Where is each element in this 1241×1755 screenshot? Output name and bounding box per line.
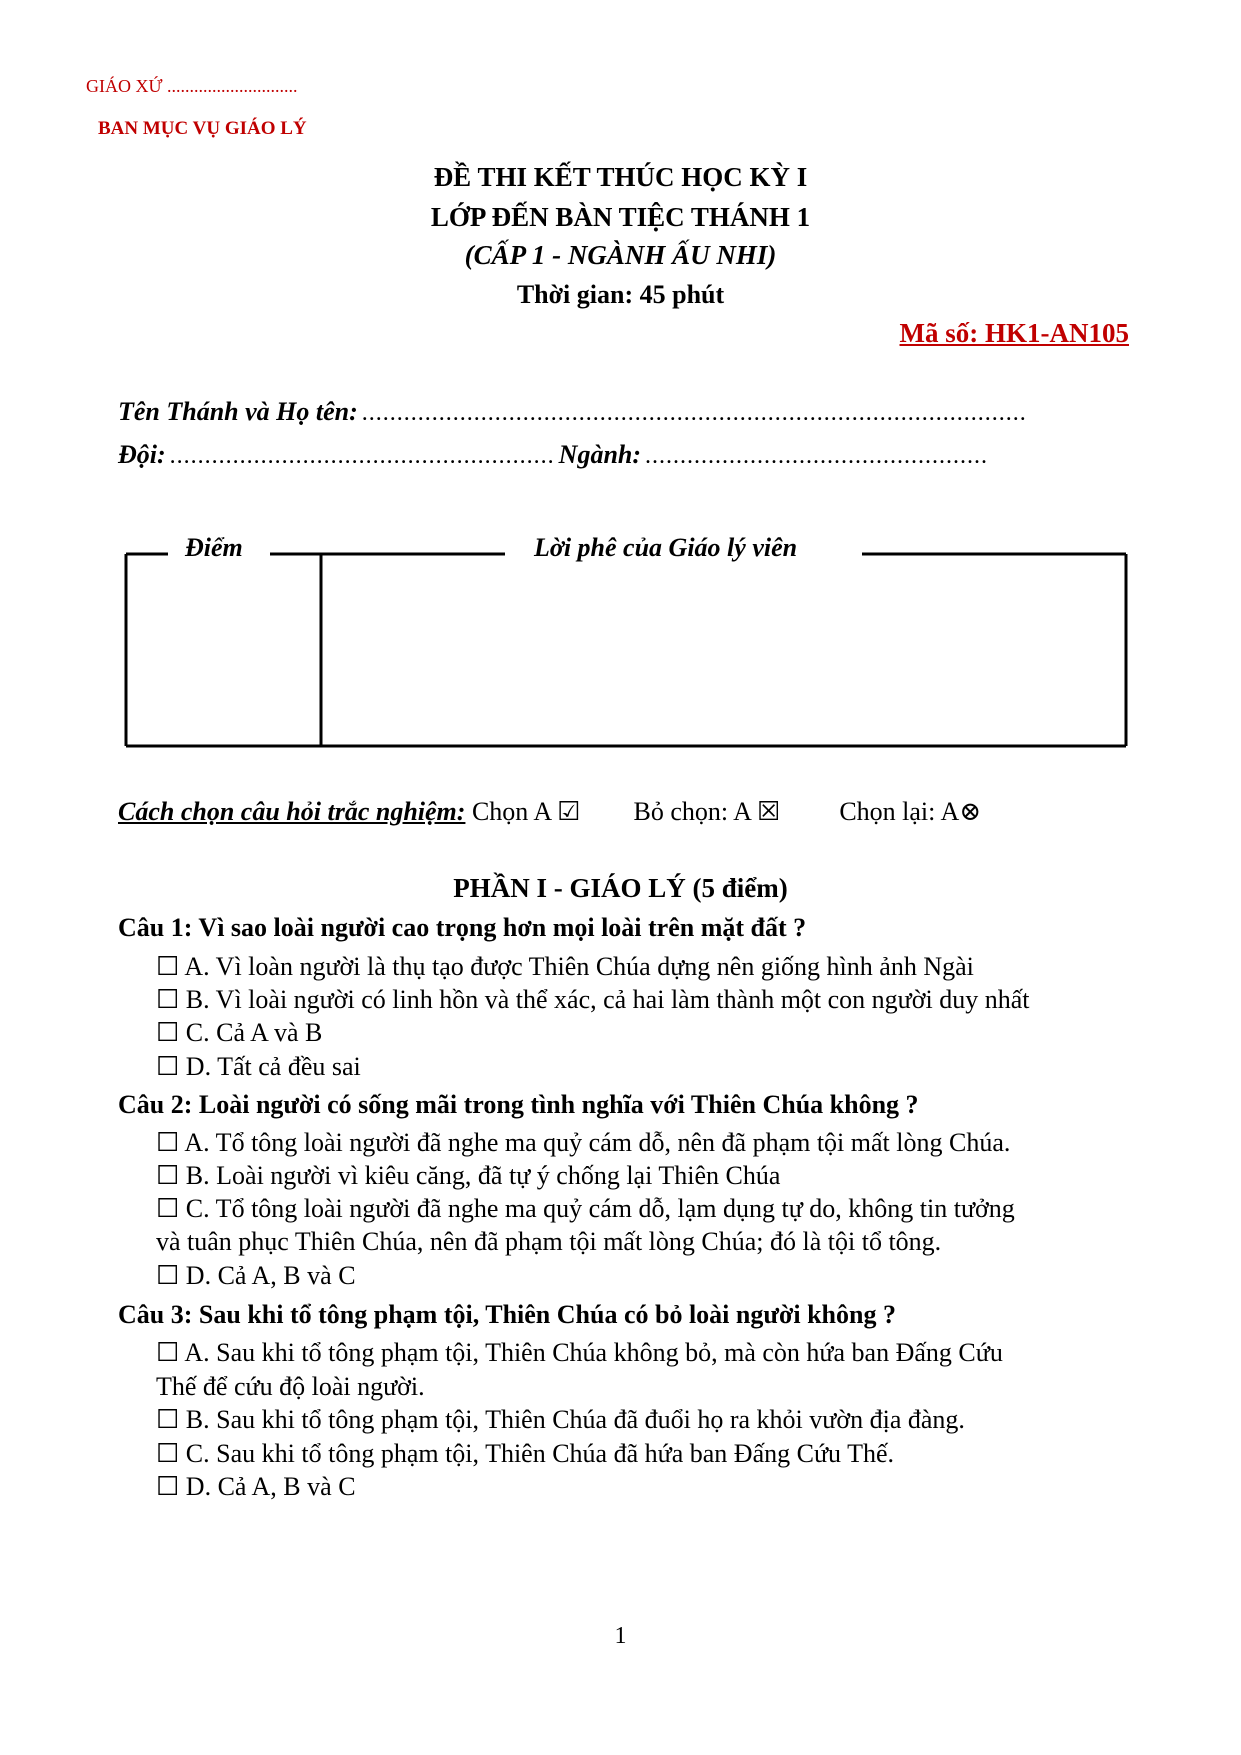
question-2: Câu 2: Loài người có sống mãi trong tình nghĩa với Thiên Chúa không ? (118, 1090, 919, 1119)
guide-unchoose: Bỏ chọn: A ☒ (633, 797, 781, 826)
question-3: Câu 3: Sau khi tổ tông phạm tội, Thiên Chúa có bỏ loài người không ? (118, 1300, 896, 1329)
guide-label: Cách chọn câu hỏi trắc nghiệm: (118, 797, 466, 826)
question-1: Câu 1: Vì sao loài người cao trọng hơn mọi loài trên mặt đất ? (118, 913, 807, 942)
score-input-area[interactable] (129, 557, 319, 743)
q1-option-a[interactable]: ☐ A. Vì loàn người là thụ tạo được Thiên Chúa dựng nên giống hình ảnh Ngài (156, 952, 974, 981)
comment-input-area[interactable] (324, 557, 1124, 743)
guide-rechoose: Chọn lại: A⊗ (839, 797, 982, 826)
answer-guide (118, 797, 981, 827)
q1-option-d[interactable]: ☐ D. Tất cả đều sai (156, 1052, 361, 1081)
level-title: (CẤP 1 - NGÀNH ẤU NHI) (464, 240, 777, 270)
name-label: Tên Thánh và Họ tên: (118, 397, 358, 426)
q2-option-b[interactable]: ☐ B. Loài người vì kiêu căng, đã tự ý chống lại Thiên Chúa (156, 1161, 781, 1190)
exam-title: ĐỀ THI KẾT THÚC HỌC KỲ I (433, 162, 808, 192)
team-label: Đội: (118, 440, 166, 469)
q2-option-c-continued: và tuân phục Thiên Chúa, nên đã phạm tội mất lòng Chúa; đó là tội tổ tông. (156, 1227, 942, 1256)
q3-option-d[interactable]: ☐ D. Cả A, B và C (156, 1472, 356, 1501)
exam-duration: Thời gian: 45 phút (516, 280, 725, 309)
q3-option-a[interactable]: ☐ A. Sau khi tổ tông phạm tội, Thiên Chúa không bỏ, mà còn hứa ban Đấng Cứu (156, 1338, 1003, 1367)
exam-code: Mã số: HK1-AN105 (899, 318, 1129, 348)
q2-option-d[interactable]: ☐ D. Cả A, B và C (156, 1261, 356, 1290)
section-heading: PHẦN I - GIÁO LÝ (5 điểm) (453, 873, 788, 903)
q2-option-a[interactable]: ☐ A. Tổ tông loài người đã nghe ma quỷ cám dỗ, nên đã phạm tội mất lòng Chúa. (156, 1128, 1011, 1157)
score-label: Điểm (185, 533, 243, 562)
q1-option-c[interactable]: ☐ C. Cả A và B (156, 1018, 323, 1047)
q3-option-a-continued: Thế để cứu độ loài người. (156, 1372, 425, 1401)
q3-option-b[interactable]: ☐ B. Sau khi tổ tông phạm tội, Thiên Chúa đã đuổi họ ra khỏi vườn địa đàng. (156, 1405, 965, 1434)
class-title: LỚP ĐẾN BÀN TIỆC THÁNH 1 (430, 202, 811, 232)
team-dots: ....................................................... (169, 443, 555, 469)
q1-option-b[interactable]: ☐ B. Vì loài người có linh hồn và thể xác, cả hai làm thành một con người duy nhất (156, 985, 1030, 1014)
q2-option-c[interactable]: ☐ C. Tổ tông loài người đã nghe ma quỷ cám dỗ, lạm dụng tự do, không tin tưởng (156, 1194, 1015, 1223)
comment-label: Lời phê của Giáo lý viên (534, 533, 798, 562)
branch-label: Ngành: (558, 440, 642, 469)
parish-label: GIÁO XỨ ............................. (86, 76, 298, 96)
board-label: BAN MỤC VỤ GIÁO LÝ (98, 118, 307, 139)
branch-dots: ................................................. (645, 443, 989, 469)
page-number: 1 (614, 1623, 627, 1649)
q3-option-c[interactable]: ☐ C. Sau khi tổ tông phạm tội, Thiên Chúa đã hứa ban Đấng Cứu Thế. (156, 1439, 895, 1468)
name-dots: ............................................................................................... (361, 400, 1027, 426)
guide-choose: Chọn A ☑ (471, 797, 581, 826)
